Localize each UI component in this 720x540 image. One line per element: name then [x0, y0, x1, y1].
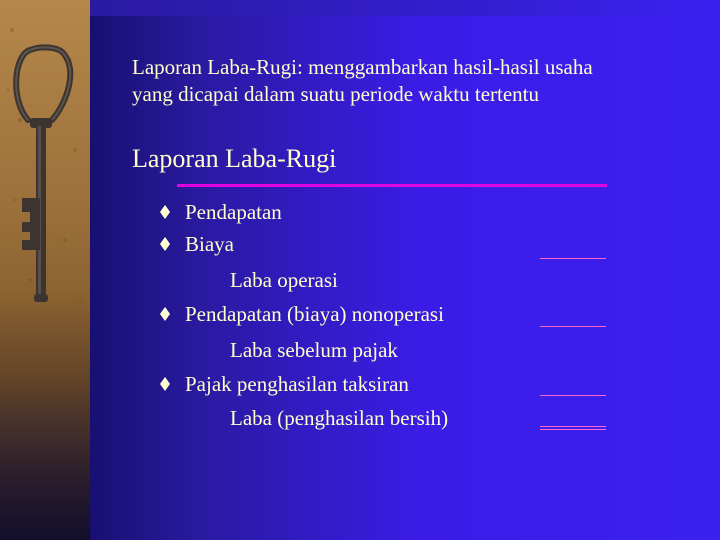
- item-label: Pajak penghasilan taksiran: [185, 372, 409, 396]
- item-label: Biaya: [185, 232, 234, 256]
- list-item: [230, 265, 338, 295]
- item-label: Pendapatan (biaya) nonoperasi: [185, 302, 444, 326]
- list-item: [230, 403, 448, 433]
- diamond-bullet-icon: [160, 237, 170, 251]
- item-label: Pendapatan: [185, 200, 282, 224]
- heading-line-1: Laporan Laba-Rugi: menggambarkan hasil-hasil usaha: [132, 55, 593, 79]
- amount-underline: [540, 258, 606, 259]
- item-label: Laba operasi: [230, 268, 338, 292]
- list-item: [230, 335, 398, 365]
- section-title: Laporan Laba-Rugi: [132, 144, 337, 173]
- diamond-bullet-icon: [160, 307, 170, 321]
- amount-double-underline-top: [540, 426, 606, 427]
- top-bar: [90, 0, 720, 16]
- diamond-bullet-icon: [160, 205, 170, 219]
- diamond-bullet-icon: [160, 377, 170, 391]
- amount-underline: [540, 395, 606, 396]
- slide-heading: [132, 54, 692, 108]
- item-label: Laba (penghasilan bersih): [230, 406, 449, 430]
- left-decorative-strip: [0, 0, 90, 540]
- title-divider: [177, 184, 607, 187]
- strip-shade: [0, 0, 90, 540]
- heading-line-2: yang dicapai dalam suatu periode waktu tertentu: [132, 82, 540, 106]
- item-label: Laba sebelum pajak: [230, 338, 398, 362]
- amount-underline: [540, 326, 606, 327]
- amount-double-underline-bottom: [540, 429, 606, 430]
